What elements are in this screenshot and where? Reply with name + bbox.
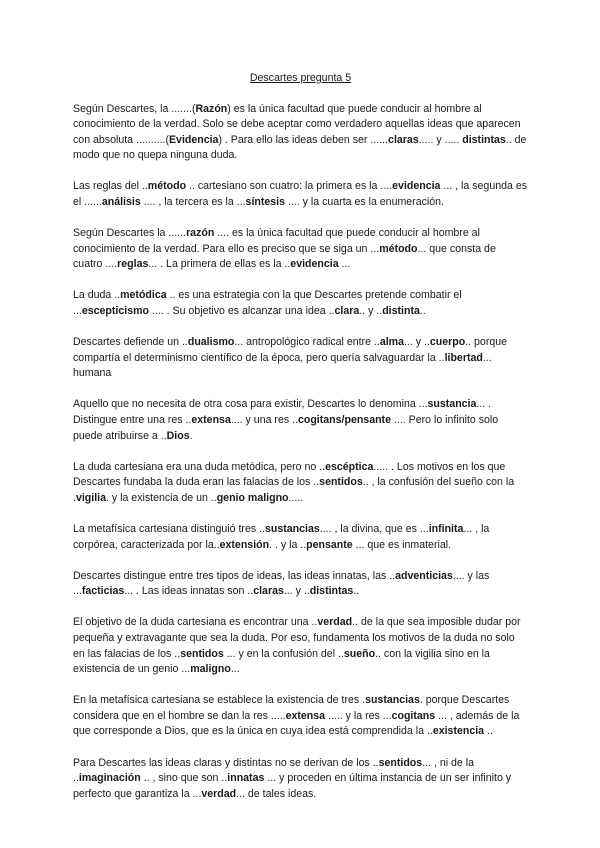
text-run: ... . La primera de ellas es la .. [148, 258, 291, 271]
text-run: .. es una estrategia con la que Descartes pretende combatir el ... [73, 289, 462, 318]
paragraph-9 [73, 569, 528, 600]
text-run: ... , además de la que corresponde a Dios, que es la única en cuya idea está comprendida la .. [73, 709, 520, 738]
paragraph-6 [73, 397, 528, 444]
text-run: .. [419, 305, 426, 318]
text-run: .. , la confusión del sueño con la . [73, 476, 515, 504]
answer-keyword: método [379, 242, 418, 255]
text-run: ... que es inmaterial. [352, 538, 452, 551]
text-run: ..... [288, 491, 304, 504]
text-run: .... y las ... [73, 569, 490, 598]
text-run: ... , la segunda es el ...... [73, 180, 528, 209]
text-run: ... , ni de la .. [73, 756, 474, 785]
answer-keyword: infinita [428, 522, 464, 535]
text-run: El objetivo de la duda cartesiana es encontrar una .. [73, 616, 318, 629]
text-run: .. y .. [359, 305, 383, 318]
text-run: ... [230, 663, 240, 676]
paragraph-10 [73, 615, 528, 677]
text-run: . porque Descartes considera que en el hombre se dan la res ..... [73, 694, 510, 722]
answer-keyword: distintas [462, 133, 506, 146]
text-run: . y la existencia de un .. [105, 491, 217, 504]
answer-keyword: cuerpo [429, 336, 466, 349]
text-run: Descartes defiende un .. [73, 336, 188, 349]
text-run: Las reglas del .. [73, 180, 148, 193]
text-run: ... y en la confusión del .. [223, 647, 344, 660]
paragraph-4 [73, 288, 528, 319]
answer-keyword: Evidencia [168, 133, 219, 146]
answer-keyword: innatas [227, 772, 265, 785]
answer-keyword: extensa [191, 414, 231, 426]
answer-keyword: sustancias [365, 694, 420, 707]
answer-keyword: extensión [219, 538, 270, 551]
text-run: ... . Distingue entre una res .. [73, 398, 492, 426]
text-run: ..... y la res ... [325, 709, 392, 722]
text-run: .. con la vigilia sino en la existencia de un genio ... [73, 647, 490, 676]
text-run: ... y proceden en última instancia de un ser infinito y perfecto que garantiza la ... [73, 772, 512, 800]
text-run: ... antropológico radical entre .. [234, 336, 380, 349]
answer-keyword: distintas [309, 585, 354, 598]
text-run: La duda cartesiana era una duda metódica, pero no .. [73, 460, 326, 473]
text-run: .... . Su objetivo es alcanzar una idea .. [148, 305, 335, 318]
answer-keyword: distinta [382, 305, 420, 318]
answer-keyword: sueño [343, 647, 376, 660]
text-run: ) . Para ello las ideas deben ser ...... [218, 133, 389, 146]
paragraph-12 [73, 756, 528, 803]
paragraph-2 [73, 179, 528, 210]
text-run: ..... . Los motivos en los que Descartes fundaba la duda eran las falacias de los .. [73, 460, 506, 489]
text-run: Aquello que no necesita de otra cosa para existir, Descartes lo denomina ... [73, 398, 428, 411]
answer-keyword: facticias [81, 585, 125, 598]
text-run: .. de la que sea imposible dudar por pequeña y extravagante que sea la duda. Por eso, fundamenta los motivos de la duda no solo en las falacias de los .. [73, 616, 521, 660]
answer-keyword: escéptica [325, 460, 374, 473]
paragraph-3 [73, 226, 528, 273]
answer-keyword: dualismo [187, 336, 235, 349]
text-run: ... , la corpórea, caracterizada por la.. [73, 522, 490, 551]
answer-keyword: método [147, 180, 187, 193]
answer-keyword: evidencia [290, 258, 339, 271]
answer-keyword: sentidos [319, 476, 363, 489]
answer-keyword: análisis [101, 196, 141, 209]
answer-keyword: extensa [285, 709, 326, 722]
answer-keyword: pensante [306, 538, 353, 551]
text-run: En la metafísica cartesiana se establece la existencia de tres . [73, 694, 366, 707]
text-run: ... humana [73, 351, 492, 380]
text-run: .... y una res .. [230, 414, 298, 426]
text-run: ) es la única facultad que puede conducir al hombre al conocimiento de la verdad. Solo se debe aceptar como verdadero aquellas ideas que aparecen con absoluta ..........( [73, 102, 521, 146]
paragraph-11 [73, 693, 528, 740]
answer-keyword: Razón [195, 102, 228, 115]
text-run: ... que consta de cuatro .... [73, 242, 496, 271]
answer-keyword: sustancias [264, 522, 320, 535]
answer-keyword: Dios [166, 429, 190, 442]
answer-keyword: verdad [317, 616, 353, 629]
answer-keyword: adventicias [395, 569, 453, 582]
text-run: . [189, 429, 193, 442]
text-run: .. cartesiano son cuatro: la primera es la .... [186, 180, 393, 193]
paragraph-8 [73, 522, 528, 553]
answer-keyword: imaginación [78, 772, 141, 785]
text-run: ... de tales ideas. [236, 787, 317, 800]
answer-keyword: clara [334, 305, 360, 318]
text-run: ... y .. [283, 585, 310, 598]
answer-keyword: cogitans [391, 709, 436, 722]
text-run: .. , sino que son .. [140, 772, 228, 785]
answer-keyword: existencia [432, 725, 485, 738]
answer-keyword: libertad [444, 351, 483, 364]
text-run: .... es la única facultad que puede conducir al hombre al conocimiento de la verdad. Para ello es preciso que se siga un ... [73, 227, 480, 255]
text-run: Según Descartes, la .......( [73, 102, 196, 115]
document-body [73, 102, 528, 803]
document-title: Descartes pregunta 5 [249, 72, 352, 84]
answer-keyword: síntesis [245, 196, 285, 209]
answer-keyword: razón [186, 227, 215, 240]
answer-keyword: claras [253, 585, 284, 598]
answer-keyword: escepticismo [81, 305, 149, 318]
text-run: ... [338, 258, 351, 271]
text-run: .... Pero lo infinito solo puede atribuirse a .. [73, 414, 499, 442]
answer-keyword: maligno [190, 663, 231, 676]
answer-keyword: metódica [120, 289, 167, 302]
text-run: ... . Las ideas innatas son .. [124, 585, 254, 598]
text-run: .... , la divina, que es ... [319, 522, 429, 535]
text-run: Descartes distingue entre tres tipos de ideas, las ideas innatas, las .. [73, 569, 396, 582]
answer-keyword: sentidos [180, 647, 224, 660]
answer-keyword: evidencia [392, 180, 441, 193]
answer-keyword: sustancia [427, 398, 477, 411]
text-run: ..... y ..... [418, 133, 463, 146]
text-run: .... y la cuarta es la enumeración. [285, 196, 444, 209]
paragraph-5 [73, 335, 528, 382]
answer-keyword: claras [388, 133, 419, 146]
text-run: .... , la tercera es la ... [140, 196, 246, 209]
text-run: .. [353, 585, 360, 598]
text-run: . . y la .. [269, 538, 307, 551]
answer-keyword: cogitans/pensante [297, 414, 391, 426]
paragraph-1 [73, 102, 528, 164]
text-run: ... y .. [403, 336, 430, 349]
text-run: .. porque compartía el determinismo científico de la época, pero quería salvaguardar la .. [73, 336, 508, 364]
answer-keyword: genio maligno [216, 491, 289, 504]
text-run: .. de modo que no quepa ninguna duda. [73, 133, 527, 162]
text-run: La metafísica cartesiana distinguió tres .. [73, 522, 265, 535]
answer-keyword: verdad [201, 787, 237, 800]
answer-keyword: alma [379, 336, 404, 349]
text-run: La duda .. [73, 289, 121, 302]
answer-keyword: reglas [117, 258, 149, 271]
text-run: Para Descartes las ideas claras y distintas no se derivan de los .. [73, 756, 379, 769]
text-run: .. [484, 725, 493, 738]
answer-keyword: sentidos [378, 756, 423, 769]
paragraph-7 [73, 460, 528, 507]
text-run: Según Descartes la ...... [73, 227, 187, 240]
answer-keyword: vigilia [75, 491, 106, 504]
